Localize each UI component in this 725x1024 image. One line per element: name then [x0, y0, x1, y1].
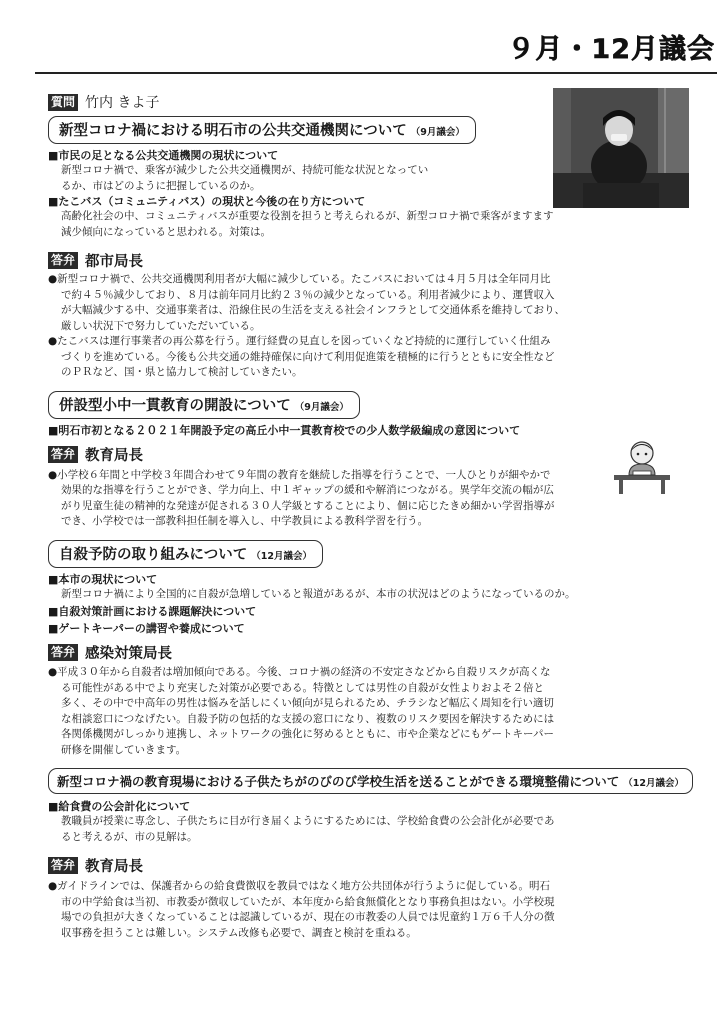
question-text: 新型コロナ禍により全国的に自殺が急増していると報道があるが、本市の状況はどのようになっているのか。	[61, 587, 576, 600]
answer-badge: 答弁	[48, 252, 78, 269]
answer-badge: 答弁	[48, 644, 78, 661]
answer-text: 場での負担が大きくなっていることは認識しているが、現在の市教委の人員では児童約１万６千人分の徴	[61, 911, 555, 923]
question-heading: ■明石市初となる２０２１年開設予定の高丘小中一貫教育校での少人数学級編成の意図について	[48, 423, 521, 437]
topic-title-3	[48, 540, 323, 568]
topic-session-2: （9月議会）	[294, 401, 349, 413]
section-3	[48, 540, 693, 759]
answer-row	[48, 250, 693, 270]
answer-text: 研修を開催していきます。	[61, 743, 187, 756]
answer-text: 収事務を担うことは難しい。システム改修も必要で、調査と検討を重ねる。	[61, 926, 417, 939]
answer-text: 効果的な指導を行うことができ、学力向上、中１ギャップの緩和や解消につながる。異学年交流の幅が広	[61, 484, 554, 496]
answer-row	[48, 445, 693, 465]
answer-text: でき、小学校では一部教科担任制を導入し、中学教員による教科学習を行う。	[61, 515, 429, 527]
answer-text: る可能性がある中でより充実した対策が必要である。特徴としては男性の自殺が女性よりおよそ２倍と	[61, 681, 544, 694]
topic-session-4: （12月議会）	[623, 778, 684, 789]
question-heading: ■市民の足となる公共交通機関の現状について	[48, 149, 279, 162]
topic-title-2-text: 併設型小中一貫教育の開設について	[59, 397, 291, 414]
question-heading: ■給食費の公会計化について	[48, 800, 191, 813]
question-heading: ■自殺対策計画における課題解決について	[48, 605, 257, 618]
question-text: 高齢化社会の中、コミュニティバスが重要な役割を担うと考えられるが、新型コロナ禍で乗客がますます	[61, 210, 554, 222]
answer-text: が大幅減少する中、交通事業者は、沿線住民の生活を支える社会インフラとして交通体系を維持しており、	[61, 304, 565, 316]
header-rule	[35, 72, 717, 74]
answer-text: ●たこバスは運行事業者の再公募を行う。運行経費の見直しを図っていくなど持続的に運行していく仕組み	[48, 335, 551, 347]
topic-title-1	[48, 116, 476, 144]
page-header-title: ９月・12月議会	[507, 34, 715, 65]
answer-text: ●小学校６年間と中学校３年間合わせて９年間の教育を継続した指導を行うことで、一人ひとりが細やかで	[48, 468, 551, 481]
topic-title-4	[48, 768, 693, 794]
answer-badge: 答弁	[48, 446, 78, 463]
topic-title-3-text: 自殺予防の取り組みについて	[59, 546, 248, 563]
answer-text: 厳しい状況下で努力していただいている。	[61, 319, 261, 332]
topic-session-1: （9月議会）	[410, 127, 465, 138]
answer-text: づくりを進めている。今後も公共交通の維持確保に向けて利用促進策を積極的に行うとともに安全性など	[61, 350, 555, 363]
question-text: 新型コロナ禍で、乗客が減少した公共交通機関が、持続可能な状況となってい	[61, 164, 429, 176]
section-4	[48, 768, 693, 941]
asker-row	[48, 92, 693, 112]
answer-text: 多く、その中で中高年の男性は悩みを話しにくい傾向が見られるため、チラシなど幅広く周知を行い適切	[61, 697, 554, 709]
question-heading: ■本市の現状について	[48, 572, 158, 586]
answerer-name: 都市局長	[85, 253, 144, 270]
answer-text: のＰＲなど、国・県と協力して検討していきたい。	[61, 366, 303, 378]
question-text: 減少傾向になっていると思われる。対策は。	[61, 225, 271, 238]
answer-text: 市の中学給食は当初、市教委が徴収していたが、本年度から給食無償化となり事務負担はない。小学校現	[61, 895, 555, 908]
answerer-name: 感染対策局長	[85, 645, 173, 662]
question-text: 教職員が授業に専念し、子供たちに目が行き届くようにするためには、学校給食費の公会計化が必要であ	[61, 815, 555, 827]
main-content	[48, 92, 693, 941]
asker-name: 竹内 きよ子	[85, 95, 160, 111]
question-text: るか、市はどのように把握しているのか。	[61, 179, 261, 192]
section-2	[48, 391, 693, 530]
question-badge: 質問	[48, 94, 78, 111]
answer-text: な相談窓口につなげたい。自殺予防の包括的な支援の窓口になり、複数のリスク要因を解決するためには	[61, 712, 555, 725]
topic-session-3: （12月議会）	[251, 550, 312, 562]
question-text: ると考えるが、市の見解は。	[61, 830, 198, 843]
answer-text: ●ガイドラインでは、保護者からの給食費徴収を教員ではなく地方公共団体が行うように促している。明石	[48, 880, 551, 892]
answer-text: 各関係機関がしっかり連携し、ネットワークの強化に努めるとともに、市や企業などにもゲートキーパー	[61, 728, 554, 740]
answerer-name: 教育局長	[85, 448, 144, 464]
answer-badge: 答弁	[48, 857, 78, 874]
answer-text: ●平成３０年から自殺者は増加傾向である。今後、コロナ禍の経済の不安定さなどから自殺リスクが高くな	[48, 666, 551, 678]
topic-title-4-text: 新型コロナ禍の教育現場における子供たちがのびのび学校生活を送ることができる環境整備について	[57, 774, 620, 789]
answerer-name: 教育局長	[85, 858, 144, 875]
answer-row	[48, 855, 693, 875]
answer-text: ●新型コロナ禍で、公共交通機関利用者が大幅に減少している。たこバスにおいては４月５月は全年同月比	[48, 273, 551, 285]
answer-row	[48, 642, 693, 662]
question-heading: ■ゲートキーパーの講習や養成について	[48, 622, 245, 635]
answer-text: がり児童生徒の精神的な発達が促される３０人学級とすることにより、個に応じたきめ細かい学習指導が	[61, 499, 555, 512]
section-1	[48, 116, 693, 381]
topic-title-1-text: 新型コロナ禍における明石市の公共交通機関について	[59, 123, 407, 139]
answer-text: で約４５％減少しており、８月は前年同月比約２３％の減少となっている。利用者減少により、運賃収入	[61, 288, 555, 301]
topic-title-2	[48, 391, 360, 419]
question-heading: ■たこバス（コミュニティバス）の現状と今後の在り方について	[48, 195, 366, 208]
